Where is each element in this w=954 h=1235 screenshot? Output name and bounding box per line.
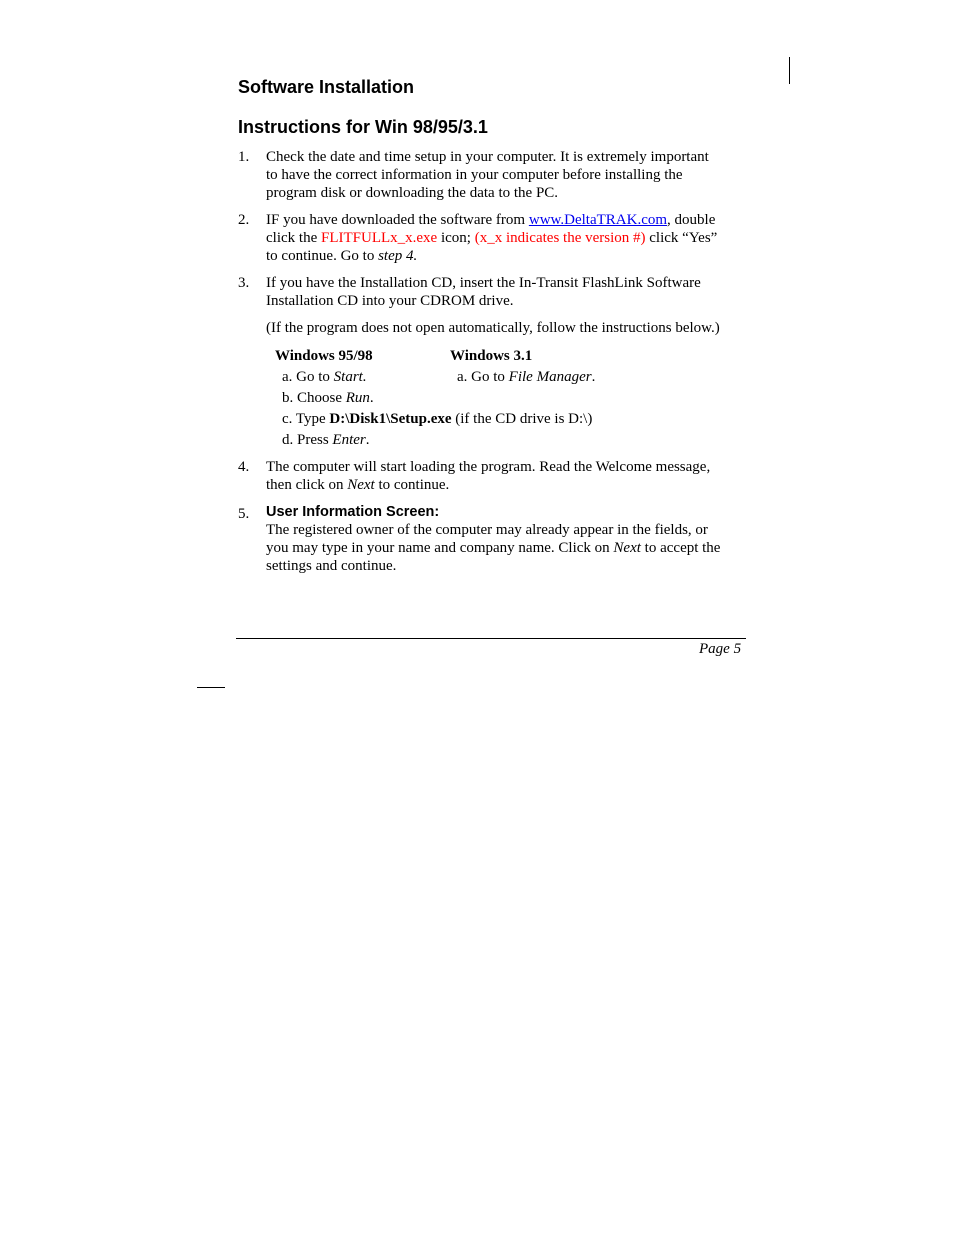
step-2-line-1-pre: IF you have downloaded the software from <box>266 212 529 228</box>
step-3-line-2: Installation CD into your CDROM drive. <box>266 293 514 309</box>
step-2-line-3-pre: to continue. Go to <box>266 248 379 264</box>
step-5-line-3: settings and continue. <box>266 558 397 574</box>
win95-step-a: a. Go to Start. <box>282 369 367 385</box>
step-2-text <box>266 211 746 265</box>
page-number: Page 5 <box>699 641 742 657</box>
step-4-reference: step 4. <box>378 248 418 264</box>
step-3-note: (If the program does not open automatically, follow the instructions below.) <box>266 320 720 336</box>
step-5-number: 5. <box>238 506 250 522</box>
windows-95-98-heading: Windows 95/98 <box>275 348 373 364</box>
step-2-line-2-pre: click the <box>266 230 321 246</box>
step-1-number: 1. <box>238 149 250 165</box>
step-1-text <box>266 148 746 202</box>
step-5-line-2: you may type in your name and company name. Click on Next to accept the <box>266 540 721 556</box>
step-3-line-1: If you have the Installation CD, insert the In-Transit FlashLink Software <box>266 275 701 291</box>
step-4-text <box>266 458 746 494</box>
step-2-line-3 <box>266 247 746 265</box>
step-2-number: 2. <box>238 212 250 228</box>
win95-step-b: b. Choose Run. <box>282 390 374 406</box>
step-5-line-1: The registered owner of the computer may already appear in the fields, or <box>266 522 708 538</box>
step-3-text <box>266 274 746 310</box>
step-4-number: 4. <box>238 459 250 475</box>
step-2-line-1 <box>266 211 746 229</box>
step-1-line-1: Check the date and time setup in your computer. It is extremely important <box>266 149 709 165</box>
win31-step-a: a. Go to File Manager. <box>457 369 596 385</box>
step-3-number: 3. <box>238 275 250 291</box>
step-4-line-2: then click on Next to continue. <box>266 477 450 493</box>
step-2-line-1-post: , double <box>667 212 716 228</box>
user-information-heading: User Information Screen: <box>266 504 440 520</box>
version-note: (x_x indicates the version #) <box>474 230 646 246</box>
step-1-line-2: to have the correct information in your computer before installing the <box>266 167 683 183</box>
page-title: Software Installation <box>238 77 415 97</box>
step-2-line-2 <box>266 229 746 247</box>
crop-mark <box>197 687 225 688</box>
deltatrak-website-link[interactable]: www.DeltaTRAK.com <box>528 212 668 228</box>
step-1-line-3: program disk or downloading the data to the PC. <box>266 185 559 201</box>
change-bar <box>789 57 790 84</box>
footer-rule <box>236 638 746 639</box>
step-4-line-1: The computer will start loading the program. Read the Welcome message, <box>266 459 711 475</box>
installer-filename: FLITFULLx_x.exe <box>320 230 438 246</box>
section-subtitle: Instructions for Win 98/95/3.1 <box>238 117 488 137</box>
win95-step-c: c. Type D:\Disk1\Setup.exe (if the CD drive is D:\) <box>282 411 593 427</box>
windows-31-heading: Windows 3.1 <box>450 348 533 364</box>
step-5-text <box>266 521 746 575</box>
step-2-line-2-post: click “Yes” <box>645 230 718 246</box>
win95-step-d: d. Press Enter. <box>282 432 370 448</box>
step-2-line-2-mid: icon; <box>437 230 475 246</box>
